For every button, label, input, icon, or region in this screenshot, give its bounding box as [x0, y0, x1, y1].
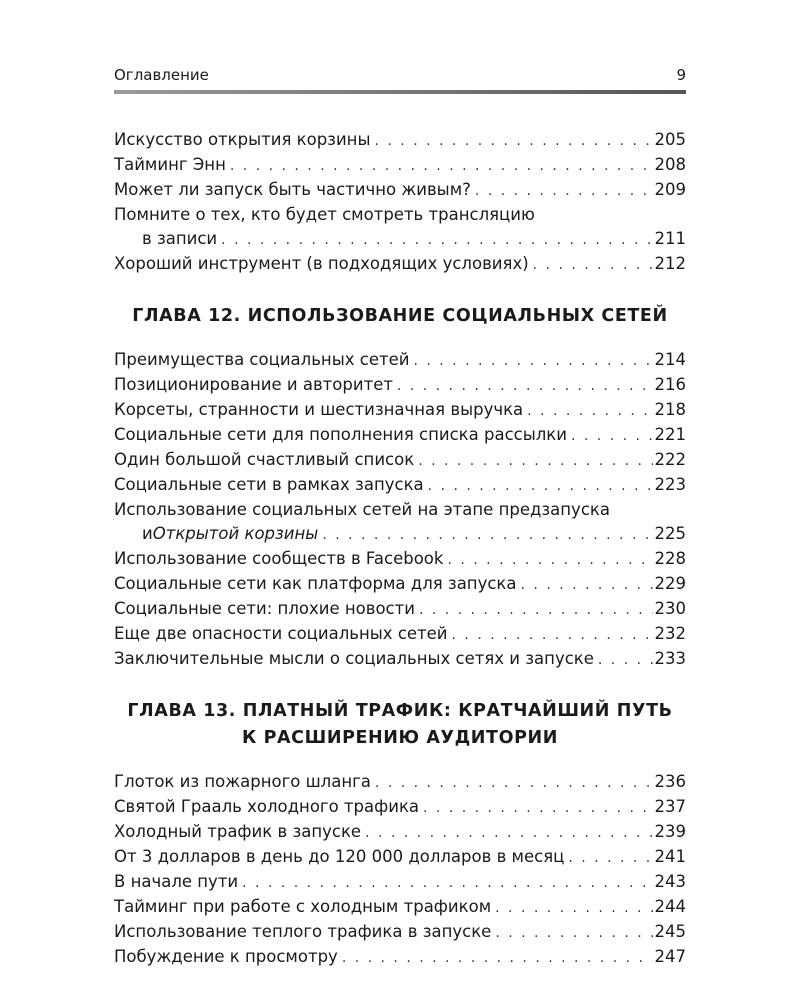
- toc-entry-line: [114, 522, 686, 547]
- toc-entry-page: 245: [654, 922, 686, 941]
- dot-leader: [221, 228, 652, 252]
- toc-entry: [114, 770, 686, 795]
- toc-entry-line: [114, 473, 686, 498]
- dot-leader: [230, 154, 653, 178]
- toc-entry: [114, 647, 686, 672]
- toc-entry: [114, 203, 686, 252]
- toc-entry: [114, 870, 686, 895]
- dot-leader: [342, 946, 653, 970]
- toc-entry-page: 212: [654, 254, 686, 273]
- toc-entry-line: [114, 252, 686, 277]
- toc-entry-line: [114, 770, 686, 795]
- dot-leader: [397, 374, 653, 398]
- chapter-heading: [114, 303, 686, 330]
- dot-leader: [521, 573, 653, 597]
- toc-entry-title: Заключительные мысли о социальных сетях и запуске: [114, 649, 594, 668]
- toc-entry-line: [114, 647, 686, 672]
- toc-entry-title: Холодный трафик в запуске: [114, 822, 362, 841]
- toc-entry-title: Помните о тех, кто будет смотреть трансляцию: [114, 205, 535, 224]
- toc-entry-line: [114, 820, 686, 845]
- toc-entry-page: 214: [654, 350, 686, 369]
- toc-entry: [114, 423, 686, 448]
- toc-entry-title: Искусство открытия корзины: [114, 130, 371, 149]
- toc-entry: [114, 252, 686, 277]
- toc-entry-page: 211: [654, 229, 686, 248]
- toc-entry-title: Использование социальных сетей на этапе предзапуска: [114, 500, 610, 519]
- dot-leader: [495, 921, 652, 945]
- toc-entry: [114, 373, 686, 398]
- toc-entry-page: 241: [654, 847, 686, 866]
- toc-entry-line: [114, 870, 686, 895]
- toc-entry-line: [114, 845, 686, 870]
- toc-entry-line: [114, 373, 686, 398]
- toc-entry: [114, 473, 686, 498]
- toc-entry-page: 237: [654, 797, 686, 816]
- table-of-contents: [114, 128, 686, 970]
- chapter-heading-line: К РАСШИРЕНИЮ АУДИТОРИИ: [242, 728, 558, 748]
- chapter-heading-line: ГЛАВА 12. ИСПОЛЬЗОВАНИЕ СОЦИАЛЬНЫХ СЕТЕЙ: [132, 306, 668, 326]
- running-header-title: Оглавление: [114, 66, 209, 84]
- toc-entry: [114, 945, 686, 970]
- toc-entry: [114, 153, 686, 178]
- toc-entry-title: Использование сообществ в Facebook: [114, 549, 444, 568]
- header-rule: [114, 90, 686, 94]
- toc-entry-page: 221: [654, 425, 686, 444]
- dot-leader: [428, 474, 653, 498]
- toc-entry-title: Социальные сети в рамках запуска: [114, 475, 424, 494]
- toc-page: [114, 62, 686, 970]
- toc-entry-title: Социальные сети: плохие новости: [114, 599, 415, 618]
- dot-leader: [598, 648, 653, 672]
- toc-entry: [114, 128, 686, 153]
- toc-entry-title: Побуждение к просмотру: [114, 947, 338, 966]
- dot-leader: [365, 821, 652, 845]
- toc-entry: [114, 547, 686, 572]
- toc-entry: [114, 795, 686, 820]
- running-header: [114, 62, 686, 84]
- toc-entry-page: 205: [654, 130, 686, 149]
- dot-leader: [242, 871, 652, 895]
- page-number: 9: [676, 66, 686, 84]
- dot-leader: [452, 623, 653, 647]
- toc-entry-page: 228: [654, 549, 686, 568]
- toc-entry-line: [114, 895, 686, 920]
- toc-entry-title-italic: Открытой корзины: [152, 524, 319, 543]
- dot-leader: [423, 796, 652, 820]
- toc-entry-title: Позиционирование и авторитет: [114, 375, 393, 394]
- toc-entry-title: В начале пути: [114, 872, 239, 891]
- toc-entry-line: [114, 423, 686, 448]
- toc-entry: [114, 572, 686, 597]
- toc-entry: [114, 398, 686, 423]
- dot-leader: [413, 349, 652, 373]
- toc-entry-title: Может ли запуск быть частично живым?: [114, 180, 471, 199]
- toc-entry-title: Тайминг Энн: [114, 155, 226, 174]
- toc-entry-title: Использование теплого трафика в запуске: [114, 922, 492, 941]
- toc-entry-page: 208: [654, 155, 686, 174]
- dot-leader: [527, 399, 652, 423]
- toc-entry: [114, 820, 686, 845]
- toc-entry-title: Глоток из пожарного шланга: [114, 772, 371, 791]
- toc-entry: [114, 895, 686, 920]
- toc-entry-line: [114, 448, 686, 473]
- toc-entry-title: Корсеты, странности и шестизначная выручка: [114, 400, 524, 419]
- toc-entry-line: [114, 572, 686, 597]
- dot-leader: [419, 598, 653, 622]
- toc-entry: [114, 348, 686, 373]
- toc-entry-line: [114, 227, 686, 252]
- toc-entry-title: Один большой счастливый список: [114, 450, 415, 469]
- toc-entry: [114, 448, 686, 473]
- dot-leader: [375, 771, 653, 795]
- dot-leader: [495, 896, 652, 920]
- dot-leader: [418, 449, 652, 473]
- toc-entry-title: Социальные сети для пополнения списка рассылки: [114, 425, 567, 444]
- toc-entry-page: 239: [654, 822, 686, 841]
- toc-entry-page: 216: [654, 375, 686, 394]
- toc-entry-page: 233: [654, 649, 686, 668]
- toc-entry: [114, 178, 686, 203]
- toc-entry-line: [114, 178, 686, 203]
- toc-entry-page: 232: [654, 624, 686, 643]
- toc-entry: [114, 498, 686, 547]
- toc-entry-line: [114, 920, 686, 945]
- dot-leader: [322, 523, 652, 547]
- chapter-heading: [114, 698, 686, 752]
- dot-leader: [571, 424, 653, 448]
- toc-entry-title: От 3 долларов в день до 120 000 долларов в месяц: [114, 847, 565, 866]
- toc-entry-line: [114, 945, 686, 970]
- chapter-heading-line: ГЛАВА 13. ПЛАТНЫЙ ТРАФИК: КРАТЧАЙШИЙ ПУТЬ: [127, 701, 673, 721]
- toc-entry-page: 222: [654, 450, 686, 469]
- toc-entry-page: 244: [654, 897, 686, 916]
- toc-entry-page: 225: [654, 524, 686, 543]
- toc-entry: [114, 920, 686, 945]
- dot-leader: [447, 548, 652, 572]
- toc-entry-line: [114, 398, 686, 423]
- dot-leader: [533, 253, 653, 277]
- toc-entry-line: [114, 153, 686, 178]
- toc-entry-title: Преимущества социальных сетей: [114, 350, 410, 369]
- dot-leader: [375, 129, 653, 153]
- toc-entry-title: Святой Грааль холодного трафика: [114, 797, 420, 816]
- toc-entry-line: [114, 128, 686, 153]
- toc-entry-page: 243: [654, 872, 686, 891]
- toc-entry: [114, 597, 686, 622]
- toc-entry-page: 223: [654, 475, 686, 494]
- toc-entry-title: Тайминг при работе с холодным трафиком: [114, 897, 492, 916]
- toc-entry: [114, 845, 686, 870]
- toc-entry-line: [114, 547, 686, 572]
- toc-entry-line: [114, 795, 686, 820]
- toc-entry-page: 209: [654, 180, 686, 199]
- toc-entry-page: 230: [654, 599, 686, 618]
- toc-entry-title: Хороший инструмент (в подходящих условиях): [114, 254, 529, 273]
- toc-entry-page: 229: [654, 574, 686, 593]
- toc-entry-page: 247: [654, 947, 686, 966]
- toc-entry-line: [114, 597, 686, 622]
- toc-entry-title: и: [142, 524, 153, 543]
- toc-entry-title: Социальные сети как платформа для запуска: [114, 574, 517, 593]
- toc-entry-title: в записи: [142, 229, 218, 248]
- dot-leader: [475, 179, 653, 203]
- toc-entry-page: 218: [654, 400, 686, 419]
- dot-leader: [568, 846, 652, 870]
- toc-entry-title: Еще две опасности социальных сетей: [114, 624, 448, 643]
- toc-entry-page: 236: [654, 772, 686, 791]
- toc-entry: [114, 622, 686, 647]
- toc-entry-line: [114, 348, 686, 373]
- toc-entry-line: [114, 622, 686, 647]
